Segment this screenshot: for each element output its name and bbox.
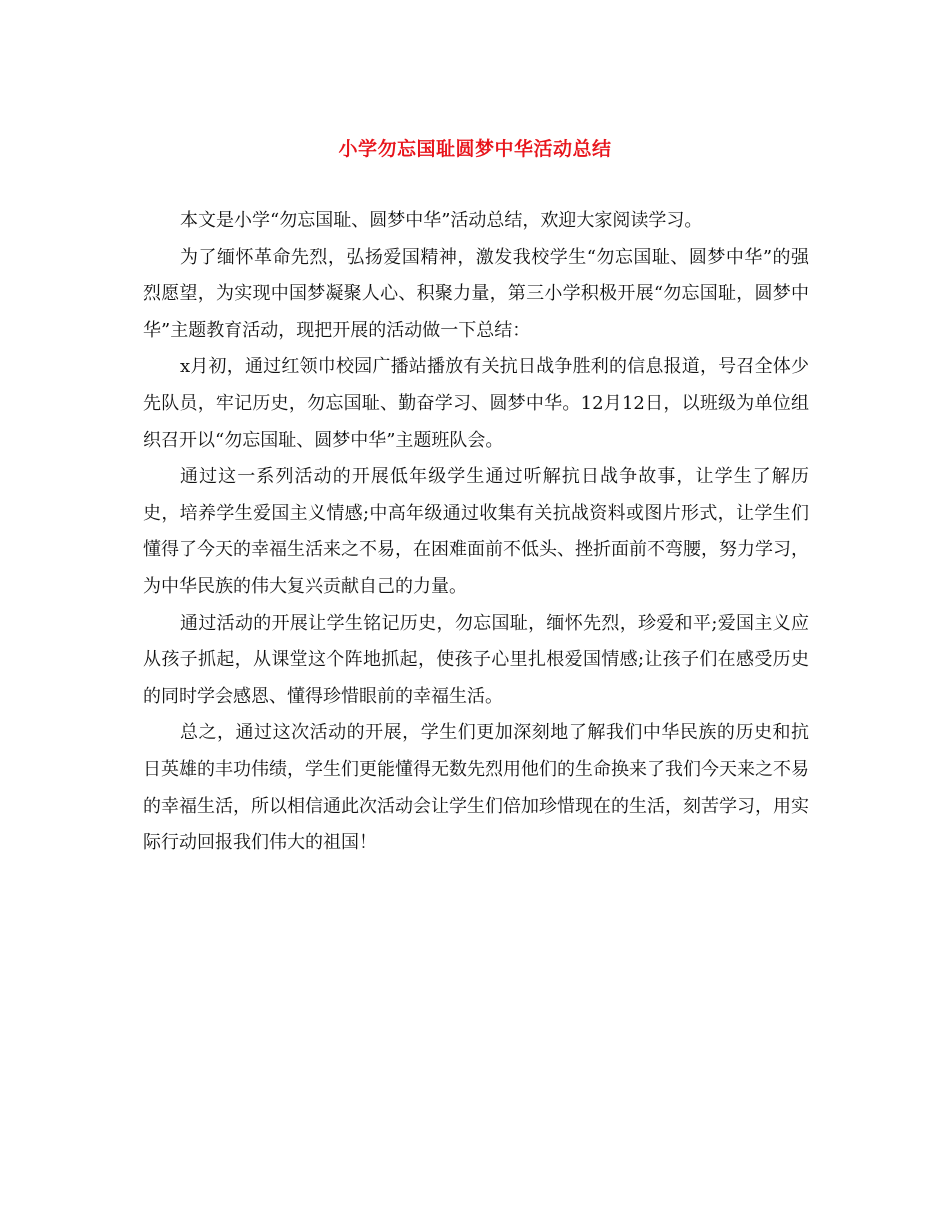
paragraph-broadcast: x月初，通过红领巾校园广播站播放有关抗日战争胜利的信息报道，号召全体少先队员，牢记历史，勿忘国耻、勤奋学习、圆梦中华。12月12日，以班级为单位组织召开以“勿忘国耻、圆梦中华”主题班队会。: [143, 356, 809, 451]
paragraph-intro: 本文是小学“勿忘国耻、圆梦中华”活动总结，欢迎大家阅读学习。: [180, 210, 703, 231]
paragraph-outcomes: 通过活动的开展让学生铭记历史，勿忘国耻，缅怀先烈，珍爱和平;爱国主义应从孩子抓起，从课堂这个阵地抓起，使孩子心里扎根爱国情感;让孩子们在感受历史的同时学会感恩、懂得珍惜眼前的幸福生活。: [143, 612, 809, 707]
document-title: 小学勿忘国耻圆梦中华活动总结: [338, 138, 612, 160]
document-body: [143, 203, 809, 862]
paragraph-conclusion: 总之，通过这次活动的开展，学生们更加深刻地了解我们中华民族的历史和抗日英雄的丰功伟绩，学生们更能懂得无数先烈用他们的生命换来了我们今天来之不易的幸福生活，所以相信通此次活动会让学生们倍加珍惜现在的生活，刻苦学习，用实际行动回报我们伟大的祖国！: [143, 722, 809, 854]
paragraph-activities: 通过这一系列活动的开展低年级学生通过听解抗日战争故事，让学生了解历史，培养学生爱国主义情感;中高年级通过收集有关抗战资料或图片形式，让学生们懂得了今天的幸福生活来之不易，在困难面前不低头、挫折面前不弯腰，努力学习，为中华民族的伟大复兴贡献自己的力量。: [143, 466, 809, 597]
paragraph-purpose: 为了缅怀革命先烈，弘扬爱国精神，激发我校学生“勿忘国耻、圆梦中华”的强烈愿望，为实现中国梦凝聚人心、积聚力量，第三小学积极开展“勿忘国耻，圆梦中华”主题教育活动，现把开展的活动做一下总结：: [143, 246, 809, 341]
